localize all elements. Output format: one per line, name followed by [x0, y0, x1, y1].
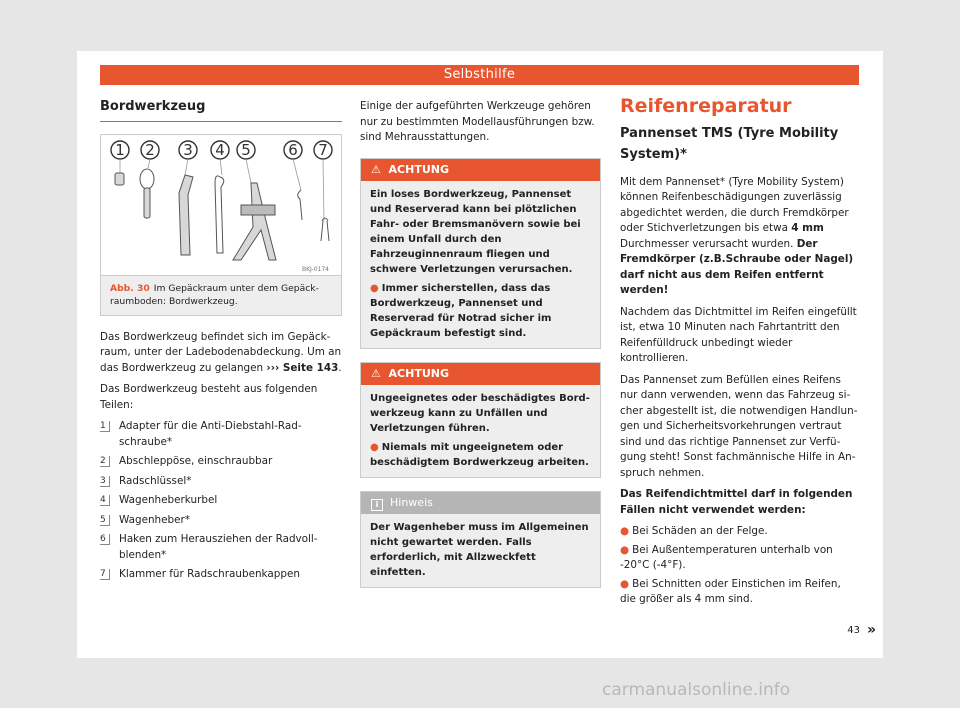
- warning-box: [360, 362, 601, 478]
- callout-2: [141, 141, 159, 159]
- bullet-item: ● Bei Schnitten oder Einstichen im Reifen, die größer als 4 mm sind.: [620, 577, 841, 605]
- bullet-icon: ●: [370, 441, 379, 453]
- figure-label: Abb. 30: [110, 282, 150, 294]
- figure-toolkit: [100, 134, 342, 316]
- manual-page: [77, 51, 883, 658]
- item-number: 5: [100, 515, 110, 526]
- section-title: Bordwerkzeug: [100, 99, 342, 122]
- list-item: 4 Wagenheberkurbel: [100, 494, 218, 506]
- item-number: 2: [100, 456, 110, 467]
- paragraph: Nachdem das Dichtmittel im Reifen eingefüllt ist, etwa 10 Minuten nach Fahrtantritt den Reifenfülldruck unbedingt wieder kontrollieren.: [620, 305, 857, 364]
- figure-code: BKJ-0174: [301, 265, 329, 273]
- callout-num: 3: [183, 140, 193, 159]
- intro-paragraph: Einige der aufgeführten Werkzeuge gehören nur zu bestimmten Modellausführungen bzw. sind Mehrausstattungen.: [360, 100, 595, 143]
- hub-cap-hook: [298, 190, 302, 220]
- callout-6: [284, 141, 302, 159]
- figure-caption: [101, 276, 341, 315]
- paragraph: Das Bordwerkzeug besteht aus folgenden Teilen:: [100, 383, 318, 411]
- paragraph: Mit dem Pannenset* (Tyre Mobility System) können Reifenbeschädigungen zuverlässig abgedichtet werden, die durch Fremdkörper oder Stichverletzungen bis etwa 4 mm Durchmesser verursacht wurden. Der Fremdkörper (z.B.Schraube oder Nagel) darf nicht aus dem Reifen entfernt werden!: [620, 175, 854, 296]
- bullet-item: ● Bei Schäden an der Felge.: [620, 525, 768, 537]
- paragraph: Das Bordwerkzeug befindet sich im Gepäckraum, unter der Ladebodenabdeckung. Um an das Bordwerkzeug zu gelangen ››› Seite 143.: [100, 330, 342, 374]
- callout-3: [179, 141, 197, 159]
- callout-1: [111, 141, 129, 159]
- paragraph: Das Pannenset zum Befüllen eines Reifens nur dann verwenden, wenn das Fahrzeug sicher abgestellt ist, die notwendigen Handlungen und Sicherheitsvorkehrungen vertraut sind und das richtige Pannenset zur Verfügung steht! Sonst fachmännische Hilfe in Anspruch nehmen.: [620, 373, 858, 479]
- list-item: 5 Wagenheber*: [100, 513, 190, 526]
- callout-num: 2: [145, 140, 155, 159]
- callout-5: [237, 141, 255, 159]
- section-heading: Reifenreparatur: [620, 95, 792, 117]
- subsection-heading: Pannenset TMS (Tyre Mobility System)*: [620, 125, 839, 162]
- watermark-text: carmanualsonline.info: [602, 680, 791, 700]
- warning-box: [360, 158, 601, 349]
- item-number: 6: [100, 534, 110, 545]
- para-text: Das Bordwerkzeug befindet sich im Gepäckraum, unter der Ladebodenabdeckung. Um an das Bordwerkzeug zu gelangen: [100, 330, 342, 374]
- item-number: 1: [100, 421, 110, 432]
- parts-list: [100, 419, 342, 583]
- callout-num: 1: [115, 140, 125, 159]
- toolkit-illustration: [101, 135, 341, 276]
- warning-body: Ein loses Bordwerkzeug, Pannenset und Reserverad kann bei plötzlichen Fahr- oder Bremsmanövern sowie bei einem Unfall durch den Fahrzeuginnenraum fliegen und schwere Verletzungen verursachen. ● Immer sicherstellen, dass das Bordwerkzeug, Pannenset und Reserverad für Notrad sicher im Gepäckraum befestigt sind.: [361, 181, 600, 348]
- callout-num: 4: [215, 140, 225, 159]
- wheel-wrench: [179, 175, 193, 255]
- bolt-cap-clip: [321, 218, 329, 241]
- right-column: [620, 95, 859, 611]
- list-item: 7 Klammer für Radschraubenkappen: [100, 568, 300, 580]
- note-box: [360, 491, 601, 588]
- adapter-tool: [115, 173, 124, 185]
- callout-num: 6: [288, 140, 298, 159]
- toolkit-drawing: [101, 135, 341, 275]
- warning-icon: ⚠: [371, 162, 381, 176]
- list-item: 3 Radschlüssel*: [100, 474, 192, 487]
- warning-icon: ⚠: [371, 366, 381, 380]
- callout-7: [314, 141, 332, 159]
- callout-num: 7: [318, 140, 328, 159]
- paragraph: Das Reifendichtmittel darf in folgenden Fällen nicht verwendet werden:: [620, 488, 853, 516]
- info-icon: i: [371, 499, 383, 511]
- list-item: 1 Adapter für die Anti-Diebstahl-Radschraube*: [100, 420, 302, 448]
- list-item: 6 Haken zum Herausziehen der Radvollblenden*: [100, 533, 318, 561]
- bullet-item: ● Bei Außentemperaturen unterhalb von -20°C (-4°F).: [620, 543, 833, 571]
- bullet-icon: ●: [370, 282, 379, 294]
- page-reference-link[interactable]: ››› Seite 143: [266, 361, 339, 374]
- item-number: 3: [100, 476, 110, 487]
- car-jack: [233, 183, 276, 260]
- callout-num: 5: [241, 140, 251, 159]
- callout-4: [211, 141, 229, 159]
- bullet-icon: ●: [620, 525, 630, 537]
- continue-icon: »: [867, 622, 877, 638]
- left-column: [100, 99, 342, 587]
- bullet-icon: ●: [620, 577, 630, 590]
- list-item: 2 Abschleppöse, einschraubbar: [100, 455, 273, 467]
- middle-column: [360, 99, 601, 601]
- warning-header: ⚠ ACHTUNG: [361, 363, 600, 385]
- jack-crank: [215, 175, 224, 252]
- note-header: i Hinweis: [361, 492, 600, 514]
- warning-header: ⚠ ACHTUNG: [361, 159, 600, 181]
- warning-body: Ungeeignetes oder beschädigtes Bordwerkzeug kann zu Unfällen und Verletzungen führen. ● Niemals mit ungeeignetem oder beschädigtem Bordwerkzeug arbeiten.: [361, 385, 600, 477]
- bullet-icon: ●: [620, 543, 630, 556]
- chapter-header: Selbsthilfe: [100, 65, 859, 85]
- caption-text: Im Gepäckraum unter dem Gepäckraumboden: Bordwerkzeug.: [110, 282, 319, 307]
- tow-eye: [140, 169, 154, 189]
- page-number: 43: [847, 625, 860, 636]
- note-body: Der Wagenheber muss im Allgemeinen nicht gewartet werden. Falls erforderlich, mit Allzweckfett einfetten.: [361, 514, 600, 587]
- item-number: 4: [100, 495, 110, 506]
- item-number: 7: [100, 569, 110, 580]
